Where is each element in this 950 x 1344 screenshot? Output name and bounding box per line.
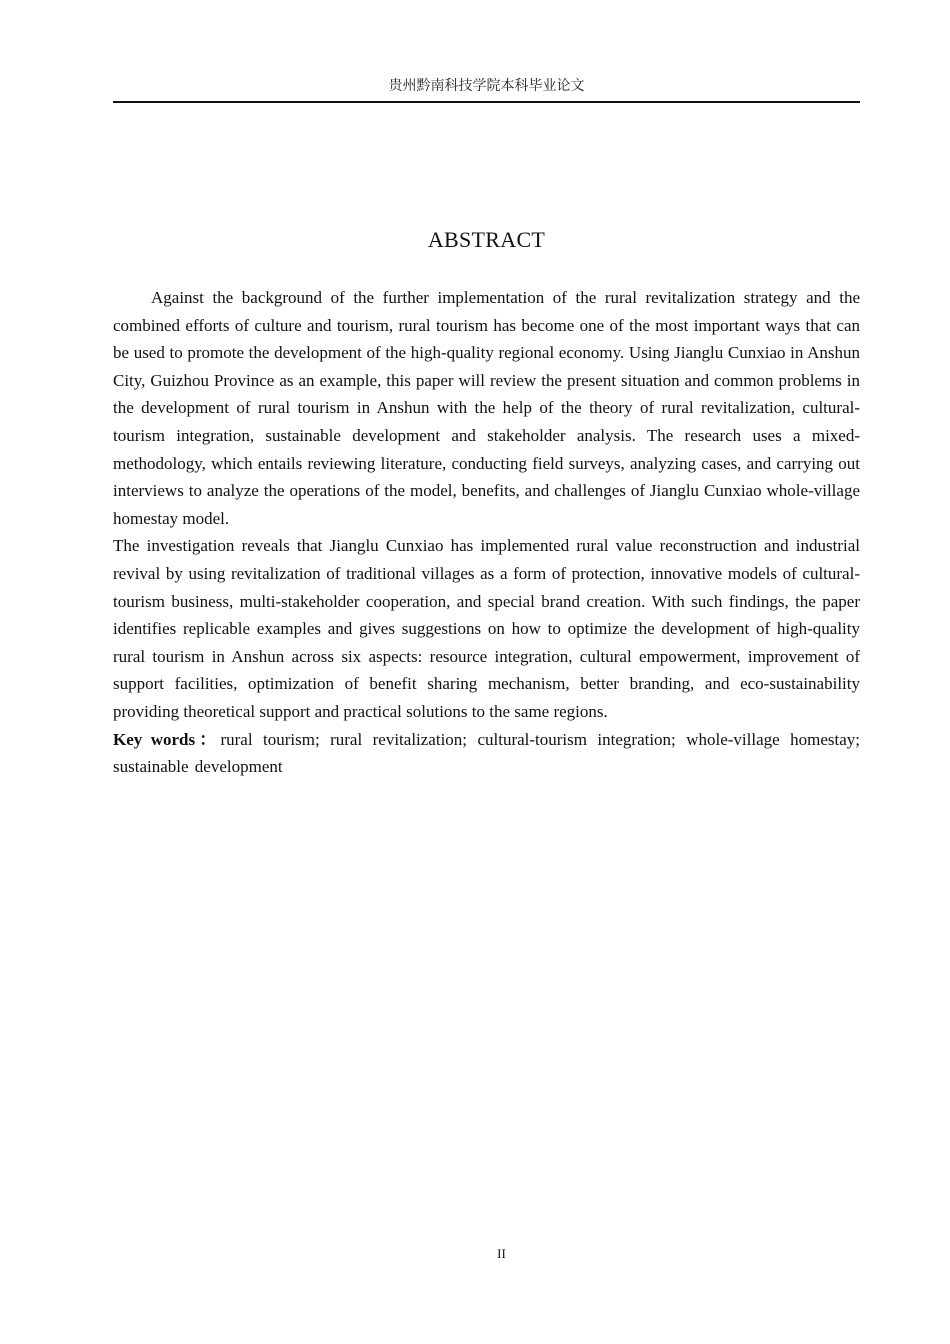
running-header (113, 76, 860, 103)
running-header-title: 贵州黔南科技学院本科毕业论文 (388, 78, 585, 94)
abstract-body (113, 284, 860, 781)
keywords-text: rural tourism; rural revitalization; cultural-tourism integration; whole-village homestay; sustainable development (113, 729, 860, 777)
abstract-paragraph-1: Against the background of the further implementation of the rural revitalization strategy and the combined efforts of culture and tourism, rural tourism has become one of the most important ways that can be used to promote the development of the high-quality regional economy. Using Jianglu Cunxiao in Anshun City, Guizhou Province as an example, this paper will review the present situation and common problems in the development of rural tourism in Anshun with the help of the theory of rural revitalization, cultural-tourism integration, sustainable development and stakeholder analysis. The research uses a mixed-methodology, which entails reviewing literature, conducting field surveys, analyzing cases, and carrying out interviews to analyze the operations of the model, benefits, and challenges of Jianglu Cunxiao whole-village homestay model. (113, 288, 860, 528)
keywords-label: Key words： (113, 729, 221, 749)
keywords-line (113, 726, 860, 781)
abstract-paragraph-2: The investigation reveals that Jianglu Cunxiao has implemented rural value reconstruction and industrial revival by using revitalization of traditional villages as a form of protection, innovative models of cultural-tourism business, multi-stakeholder cooperation, and special brand creation. With such findings, the paper identifies replicable examples and gives suggestions on how to optimize the development of high-quality rural tourism in Anshun across six aspects: resource integration, cultural empowerment, improvement of support facilities, optimization of benefit sharing mechanism, better branding, and eco-sustainability providing theoretical support and practical solutions to the same regions. (113, 536, 860, 721)
abstract-title: ABSTRACT (427, 227, 546, 252)
page-number: II (497, 1246, 506, 1261)
